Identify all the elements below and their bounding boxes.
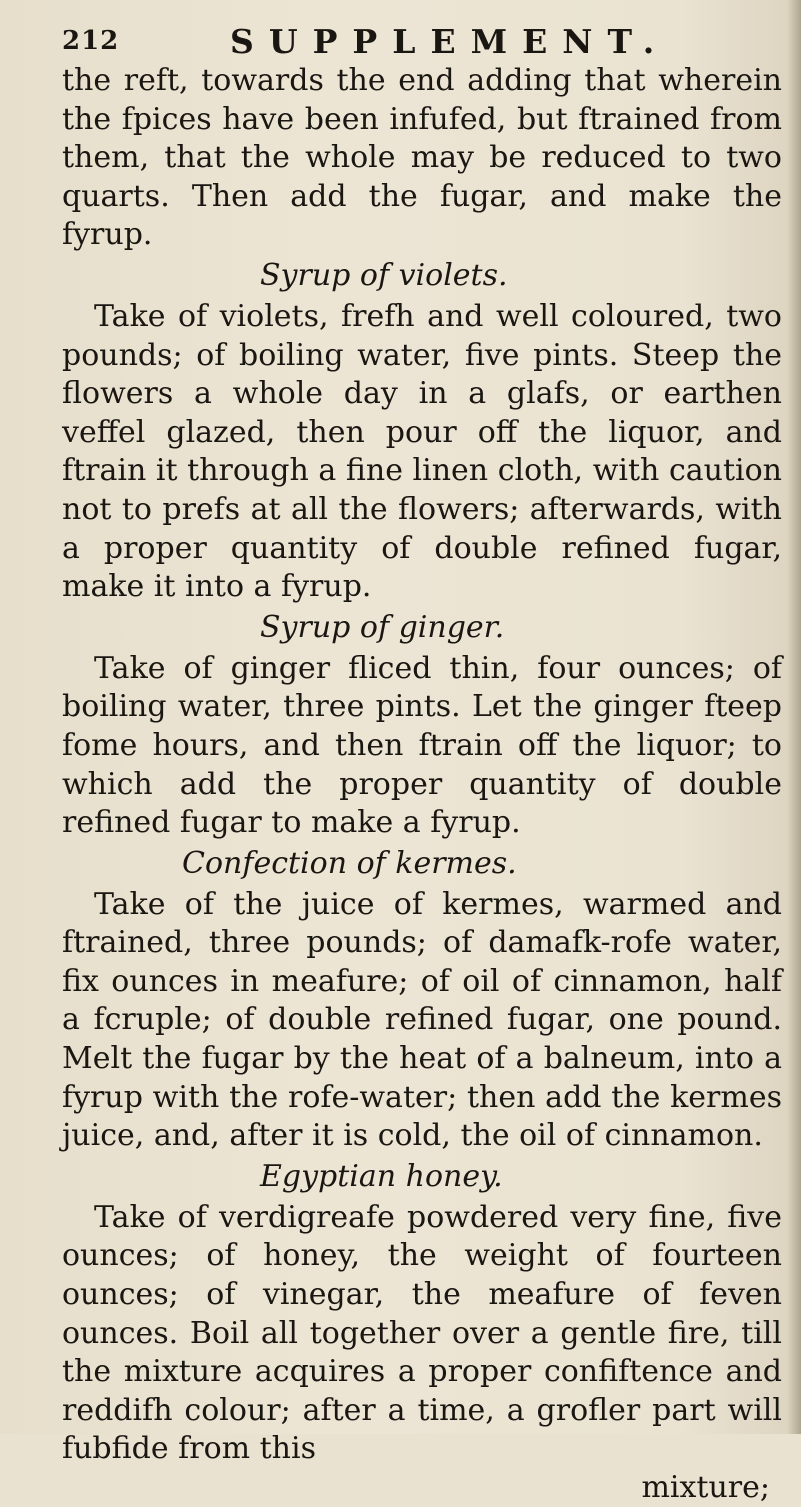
recipe-confection-of-kermes: Take of the juice of kermes, warmed and ftrained, three pounds; of damafk-rofe water, fix ounces in meafure; of oil of cinnamon, half a fcruple; of double refined fugar, one pound. Melt the fugar by the heat of a balneum, into a fyrup with the rofe-water; then add the kermes juice, and, after it is cold, the oil of cinnamon. <box>62 886 782 1154</box>
intro-paragraph: the reft, towards the end adding that wherein the fpices have been infufed, but ftrained from them, that the whole may be reduced to two quarts. Then add the fugar, and make the fyrup. <box>62 63 782 253</box>
heading-syrup-of-ginger: Syrup of ginger. <box>260 609 505 645</box>
recipe-egyptian-honey: Take of verdigreafe powdered very fine, five ounces; of honey, the weight of fourteen ounces; of vinegar, the meafure of feven ounces. Boil all together over a gentle fire, till the mixture acquires a proper confiftence and reddifh colour; after a time, a grofler part will fubfide from this <box>62 1199 782 1467</box>
running-head <box>62 22 782 62</box>
page-number: 212 <box>62 26 120 56</box>
catchword: mixture; <box>641 1470 770 1505</box>
recipe-syrup-of-ginger: Take of ginger fliced thin, four ounces; of boiling water, three pints. Let the ginger fteep fome hours, and then ftrain off the liquor; to which add the proper quantity of double refined fugar to make a fyrup. <box>62 650 782 841</box>
body-text <box>62 62 782 1507</box>
recipe-syrup-of-violets: Take of violets, frefh and well coloured, two pounds; of boiling water, five pints. Steep the flowers a whole day in a glafs, or earthen veffel glazed, then pour off the liquor, and ftrain it through a fine linen cloth, with caution not to prefs at all the flowers; afterwards, with a proper quantity of double refined fugar, make it into a fyrup. <box>62 298 782 605</box>
page-edge-shadow <box>787 0 801 1434</box>
heading-syrup-of-violets: Syrup of violets. <box>260 257 508 293</box>
heading-confection-of-kermes: Confection of kermes. <box>182 845 517 881</box>
running-title: SUPPLEMENT. <box>230 22 670 61</box>
heading-egyptian-honey: Egyptian honey. <box>260 1158 503 1194</box>
